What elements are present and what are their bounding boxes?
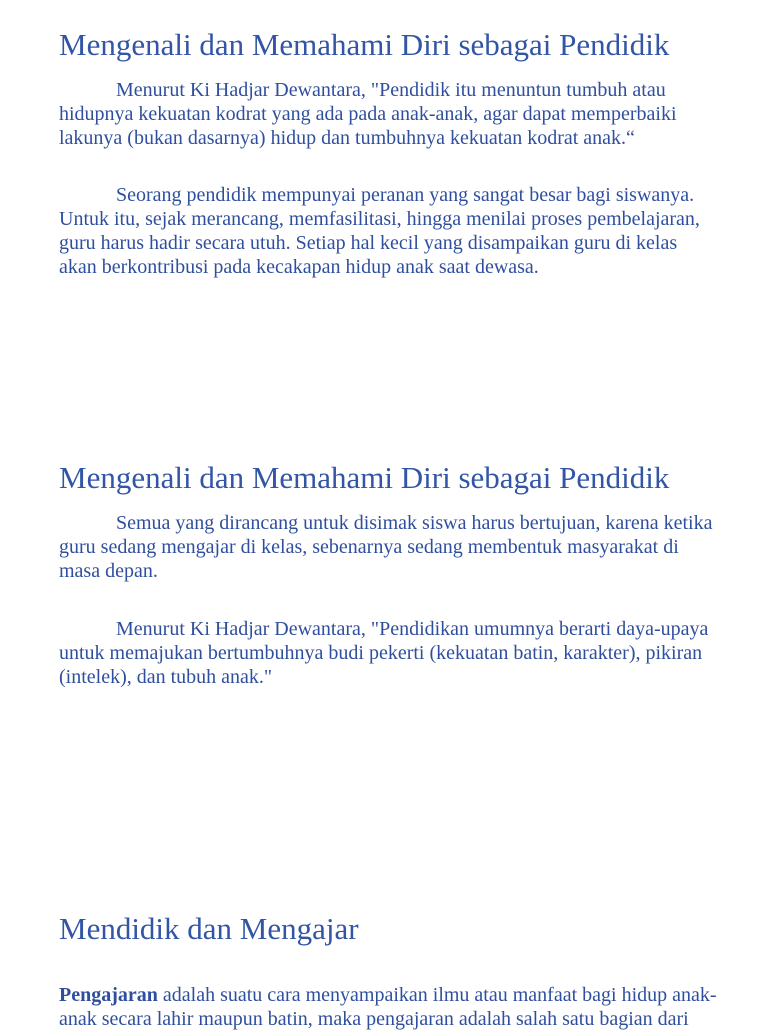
section-3-heading: Mendidik dan Mengajar — [59, 911, 359, 946]
section-3 — [59, 912, 719, 1031]
section-2 — [59, 461, 719, 689]
section-1-heading: Mengenali dan Memahami Diri sebagai Pendidik — [59, 27, 670, 62]
section-2-heading: Mengenali dan Memahami Diri sebagai Pendidik — [59, 460, 670, 495]
section-1-paragraph-2: Seorang pendidik mempunyai peranan yang sangat besar bagi siswanya. Untuk itu, sejak merancang, memfasilitasi, hingga menilai proses pembelajaran, guru harus hadir secara utuh. Setiap hal kecil yang disampaikan guru di kelas akan berkontribusi pada kecakapan hidup anak saat dewasa. — [59, 184, 700, 278]
section-1-paragraph-1: Menurut Ki Hadjar Dewantara, "Pendidik itu menuntun tumbuh atau hidupnya kekuatan kodrat yang ada pada anak-anak, agar dapat memperbaiki lakunya (bukan dasarnya) hidup dan tumbuhnya kekuatan kodrat anak.“ — [59, 79, 677, 149]
lead-term: Pengajaran — [59, 984, 158, 1006]
section-2-paragraph-2: Menurut Ki Hadjar Dewantara, "Pendidikan umumnya berarti daya-upaya untuk memajukan bertumbuhnya budi pekerti (kekuatan batin, karakter), pikiran (intelek), dan tubuh anak." — [59, 618, 709, 688]
section-1 — [59, 28, 719, 279]
lead-text: adalah suatu cara menyampaikan ilmu atau manfaat bagi hidup anak-anak secara lahir maupun batin, maka pengajaran adalah salah satu bagian dari — [59, 984, 717, 1030]
section-2-paragraph-1: Semua yang dirancang untuk disimak siswa harus bertujuan, karena ketika guru sedang mengajar di kelas, sebenarnya sedang membentuk masyarakat di masa depan. — [59, 512, 713, 582]
